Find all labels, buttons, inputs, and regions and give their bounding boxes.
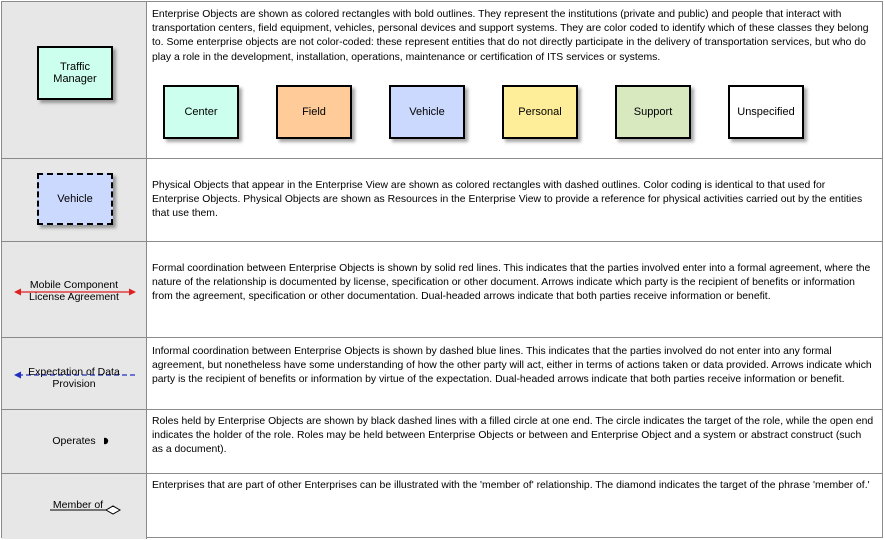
roles-description: Roles held by Enterprise Objects are shown by black dashed lines with a filled circle at one end. The circle indicates the target of the role, while the open end indicates the holder of the role. Roles may be held between Enterprise Objects or between and Enterprise Object and a system or abstract construct (such as a document).: [152, 416, 874, 456]
symbol-cell: [2, 159, 147, 241]
member-description: Enterprises that are part of other Enterprises can be illustrated with the 'member of' relationship. The diamond indicates the target of the phrase 'member of.': [152, 480, 870, 491]
row-member-of: [2, 474, 882, 539]
symbol-cell: [2, 338, 147, 409]
symbol-cell: [2, 2, 147, 158]
class-box-support: [615, 85, 691, 139]
class-label-unspecified: Unspecified: [737, 106, 795, 118]
class-box-field: [276, 85, 352, 139]
class-box-vehicle: [389, 85, 465, 139]
informal-description: Informal coordination between Enterprise Objects is shown by dashed blue lines. This indicates that the parties involved do not enter into any formal agreement, but nonetheless have some understanding of how the other party will act, either in terms of actions taken or data provided. Arrows indicate which party is the recipient of benefits or information by virtue of the expectation. Dual-headed arrows indicate that both parties receive information or benefit.: [152, 346, 872, 386]
class-box-center: [163, 85, 239, 139]
class-label-vehicle: Vehicle: [409, 106, 445, 118]
enterprise-object-symbol: [37, 46, 113, 100]
role-label: Operates: [44, 435, 104, 447]
class-label-personal: Personal: [518, 106, 562, 118]
enterprise-object-label: Traffic Manager: [53, 61, 97, 85]
row-enterprise-objects: [2, 2, 882, 159]
enterprise-description: Enterprise Objects are shown as colored rectangles with bold outlines. They represent the institutions (private and public) and people that interact with transportation centers, field equipment, vehicles, personal devices and support systems. They are color coded to identify which of these classes they belong to. Some enterprise objects are not color-coded: these represent entities that do not directly participate in the delivery of transportation services, but who do play a role in the development, installation, operations, maintenance or certification of ITS services or systems.: [152, 9, 869, 63]
legend-table: [1, 1, 883, 538]
symbol-cell: [2, 242, 147, 337]
class-box-personal: [502, 85, 578, 139]
row-roles: [2, 410, 882, 474]
formal-description: Formal coordination between Enterprise Objects is shown by solid red lines. This indicates that the parties involved enter into a formal agreement, where the nature of the relationship is documented by license, specification or other document. Arrows indicate which party is the recipient of benefits or information from the agreement, specification or other documentation. Dual-headed arrows indicate that both parties receive information or benefit.: [152, 263, 871, 303]
physical-object-label: Vehicle: [57, 193, 93, 205]
symbol-cell: [2, 474, 147, 539]
informal-label: Expectation of Data Provision: [28, 366, 120, 390]
row-informal-coordination: [2, 338, 882, 410]
physical-object-symbol: [37, 173, 113, 225]
class-box-unspecified: [728, 85, 804, 139]
symbol-cell: [2, 410, 147, 473]
row-formal-coordination: [2, 242, 882, 338]
physical-description: Physical Objects that appear in the Enterprise View are shown as colored rectangles with dashed outlines. Color coding is identical to that used for Enterprise Objects. Physical Objects are shown as Resources in the Enterprise View to provide a reference for physical activities carried out by the entities that use them.: [152, 180, 863, 220]
class-label-center: Center: [184, 106, 218, 118]
formal-label: Mobile Component License Agreement: [29, 279, 119, 303]
member-of-label: Member of: [52, 499, 104, 511]
class-label-support: Support: [633, 106, 673, 118]
class-label-field: Field: [302, 106, 326, 118]
row-physical-objects: [2, 159, 882, 242]
